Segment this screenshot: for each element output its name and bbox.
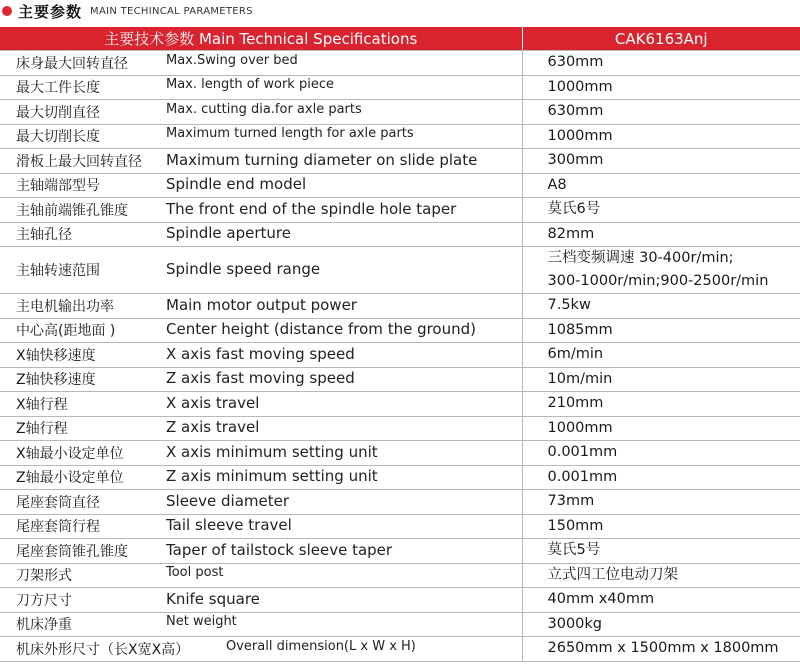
- spec-label-cell: [0, 124, 522, 149]
- section-title-cn: 主要参数: [18, 2, 83, 21]
- spec-value-cell: [522, 222, 800, 247]
- spec-value-cell: [522, 149, 800, 174]
- spec-name-en: Overall dimension(L x W x H): [226, 638, 416, 654]
- spec-value: 3000kg: [547, 615, 603, 632]
- table-row: [0, 149, 800, 174]
- spec-table: [0, 27, 800, 662]
- spec-name-en: Net weight: [166, 614, 237, 630]
- spec-value-line2: 300-1000r/min;900-2500r/min: [547, 273, 769, 289]
- spec-name-cn: 刀方尺寸: [16, 592, 72, 609]
- spec-name-cn: Z轴最小设定单位: [16, 470, 124, 487]
- spec-label-cell: [0, 416, 522, 441]
- spec-value: 10m/min: [547, 370, 613, 387]
- spec-name-cn: 机床净重: [16, 617, 72, 634]
- spec-label-cell: [0, 514, 522, 539]
- spec-value-cell: [522, 318, 800, 343]
- spec-value-cell: [522, 416, 800, 441]
- spec-name-en: X axis minimum setting unit: [166, 442, 378, 461]
- spec-value-cell: [522, 75, 800, 100]
- spec-label-cell: [0, 465, 522, 490]
- table-row: [0, 465, 800, 490]
- table-row: [0, 637, 800, 662]
- spec-name-en: The front end of the spindle hole taper: [166, 199, 457, 218]
- spec-label-cell: [0, 222, 522, 247]
- spec-name-en: Max.Swing over bed: [166, 52, 298, 68]
- spec-value-cell: [522, 465, 800, 490]
- spec-value: 630mm: [547, 103, 604, 120]
- spec-value: 1085mm: [547, 321, 613, 338]
- spec-label-cell: [0, 612, 522, 637]
- table-row: [0, 416, 800, 441]
- spec-label-cell: [0, 247, 522, 294]
- spec-value: 1000mm: [547, 127, 613, 144]
- spec-value: 莫氏5号: [547, 542, 601, 559]
- table-row: [0, 222, 800, 247]
- red-dot-icon: [2, 6, 12, 16]
- spec-name-en: Z axis travel: [166, 418, 260, 437]
- spec-value-cell: [522, 637, 800, 662]
- spec-name-cn: 主轴前端锥孔锥度: [16, 202, 128, 219]
- table-row: [0, 124, 800, 149]
- table-row: [0, 514, 800, 539]
- spec-value-cell: [522, 367, 800, 392]
- spec-name-en: Max. length of work piece: [166, 77, 334, 93]
- spec-name-cn: X轴最小设定单位: [16, 445, 124, 462]
- table-row: [0, 100, 800, 125]
- spec-value: 0.001mm: [547, 444, 618, 461]
- spec-name-en: Maximum turning diameter on slide plate: [166, 150, 478, 169]
- spec-value-cell: [522, 490, 800, 515]
- spec-value-cell: [522, 51, 800, 76]
- spec-name-cn: Z轴行程: [16, 421, 68, 438]
- spec-name-en: Spindle speed range: [166, 260, 321, 278]
- spec-value: A8: [547, 176, 567, 193]
- spec-name-cn: 床身最大回转直径: [16, 55, 128, 72]
- spec-value-cell: [522, 441, 800, 466]
- spec-name-en: X axis fast moving speed: [166, 344, 355, 363]
- table-row: [0, 173, 800, 198]
- spec-name-cn: 中心高(距地面 ): [16, 323, 116, 340]
- spec-name-cn: Z轴快移速度: [16, 372, 96, 389]
- spec-name-cn: 最大工件长度: [16, 80, 100, 97]
- spec-label-cell: [0, 343, 522, 368]
- spec-name-en: Knife square: [166, 589, 260, 608]
- spec-value: 1000mm: [547, 78, 613, 95]
- spec-label-cell: [0, 318, 522, 343]
- table-row: [0, 367, 800, 392]
- spec-value: 三档变频调速 30-400r/min;: [547, 250, 734, 266]
- spec-label-cell: [0, 588, 522, 613]
- spec-label-cell: [0, 539, 522, 564]
- spec-value-cell: [522, 563, 800, 588]
- spec-name-en: Tool post: [166, 565, 224, 581]
- spec-value: 82mm: [547, 225, 595, 242]
- spec-value: 7.5kw: [547, 297, 591, 314]
- table-row: [0, 539, 800, 564]
- spec-name-en: Max. cutting dia.for axle parts: [166, 101, 362, 117]
- spec-name-cn: 最大切削长度: [16, 129, 100, 146]
- spec-name-en: Tail sleeve travel: [166, 516, 292, 535]
- spec-value: 莫氏6号: [547, 201, 601, 218]
- spec-label-cell: [0, 392, 522, 417]
- spec-name-en: Taper of tailstock sleeve taper: [166, 540, 393, 559]
- table-row: [0, 247, 800, 294]
- spec-value: 40mm x40mm: [547, 591, 655, 608]
- spec-name-en: Center height (distance from the ground): [166, 320, 476, 339]
- spec-label-cell: [0, 294, 522, 319]
- table-row: [0, 294, 800, 319]
- spec-label-cell: [0, 51, 522, 76]
- spec-value-cell: [522, 173, 800, 198]
- spec-name-cn: 最大切削直径: [16, 104, 100, 121]
- spec-label-cell: [0, 100, 522, 125]
- spec-value: 210mm: [547, 395, 604, 412]
- spec-value-cell: [522, 294, 800, 319]
- spec-name-cn: 尾座套筒锥孔锥度: [16, 543, 128, 560]
- table-row: [0, 563, 800, 588]
- spec-label-cell: [0, 173, 522, 198]
- spec-value: 150mm: [547, 517, 604, 534]
- spec-value: 2650mm x 1500mm x 1800mm: [547, 640, 779, 657]
- table-row: [0, 75, 800, 100]
- spec-value-cell: [522, 392, 800, 417]
- table-row: [0, 490, 800, 515]
- spec-label-cell: [0, 490, 522, 515]
- table-row: [0, 588, 800, 613]
- spec-name-en: Main motor output power: [166, 295, 357, 314]
- section-header: [0, 0, 800, 22]
- spec-name-cn: 主电机输出功率: [16, 298, 114, 315]
- spec-value-cell: [522, 198, 800, 223]
- spec-value-cell: [522, 588, 800, 613]
- spec-name-en: X axis travel: [166, 393, 260, 412]
- spec-value-cell: [522, 343, 800, 368]
- spec-value-cell: [522, 124, 800, 149]
- spec-name-cn: 机床外形尺寸（长X宽X高）: [16, 641, 190, 658]
- table-row: [0, 343, 800, 368]
- spec-value: 630mm: [547, 54, 604, 71]
- spec-name-cn: 主轴孔径: [16, 227, 72, 244]
- spec-name-cn: 主轴转速范围: [16, 263, 100, 279]
- spec-label-cell: [0, 149, 522, 174]
- spec-label-cell: [0, 367, 522, 392]
- table-row: [0, 441, 800, 466]
- spec-value: 73mm: [547, 493, 595, 510]
- spec-name-cn: 尾座套筒直径: [16, 494, 100, 511]
- spec-name-en: Sleeve diameter: [166, 491, 290, 510]
- spec-name-en: Spindle end model: [166, 175, 307, 194]
- spec-label-cell: [0, 637, 522, 662]
- spec-value: 0.001mm: [547, 468, 618, 485]
- spec-name-en: Maximum turned length for axle parts: [166, 126, 414, 142]
- spec-label-cell: [0, 563, 522, 588]
- spec-label-cell: [0, 441, 522, 466]
- spec-value-cell: [522, 612, 800, 637]
- table-row: [0, 612, 800, 637]
- spec-name-cn: 滑板上最大回转直径: [16, 153, 142, 170]
- header-model: CAK6163Anj: [522, 27, 800, 51]
- spec-label-cell: [0, 198, 522, 223]
- spec-value: 立式四工位电动刀架: [547, 566, 678, 583]
- spec-label-cell: [0, 75, 522, 100]
- spec-value-cell: [522, 539, 800, 564]
- spec-value-cell: [522, 100, 800, 125]
- spec-name-cn: 刀架形式: [16, 568, 72, 585]
- spec-name-en: Z axis fast moving speed: [166, 369, 355, 388]
- spec-name-cn: 尾座套筒行程: [16, 519, 100, 536]
- spec-name-en: Z axis minimum setting unit: [166, 467, 378, 486]
- table-row: [0, 318, 800, 343]
- section-title-en: MAIN TECHINCAL PARAMETERS: [90, 5, 253, 17]
- header-spec: 主要技术参数 Main Technical Specifications: [0, 27, 522, 51]
- table-header-row: [0, 27, 800, 51]
- spec-name-en: Spindle aperture: [166, 224, 291, 243]
- spec-value: 6m/min: [547, 346, 604, 363]
- table-row: [0, 198, 800, 223]
- spec-name-cn: X轴行程: [16, 396, 68, 413]
- spec-name-cn: X轴快移速度: [16, 347, 96, 364]
- table-row: [0, 392, 800, 417]
- spec-value: 300mm: [547, 152, 604, 169]
- spec-value-cell: [522, 514, 800, 539]
- table-row: [0, 51, 800, 76]
- spec-name-cn: 主轴端部型号: [16, 178, 100, 195]
- spec-value-cell: [522, 247, 800, 294]
- spec-value: 1000mm: [547, 419, 613, 436]
